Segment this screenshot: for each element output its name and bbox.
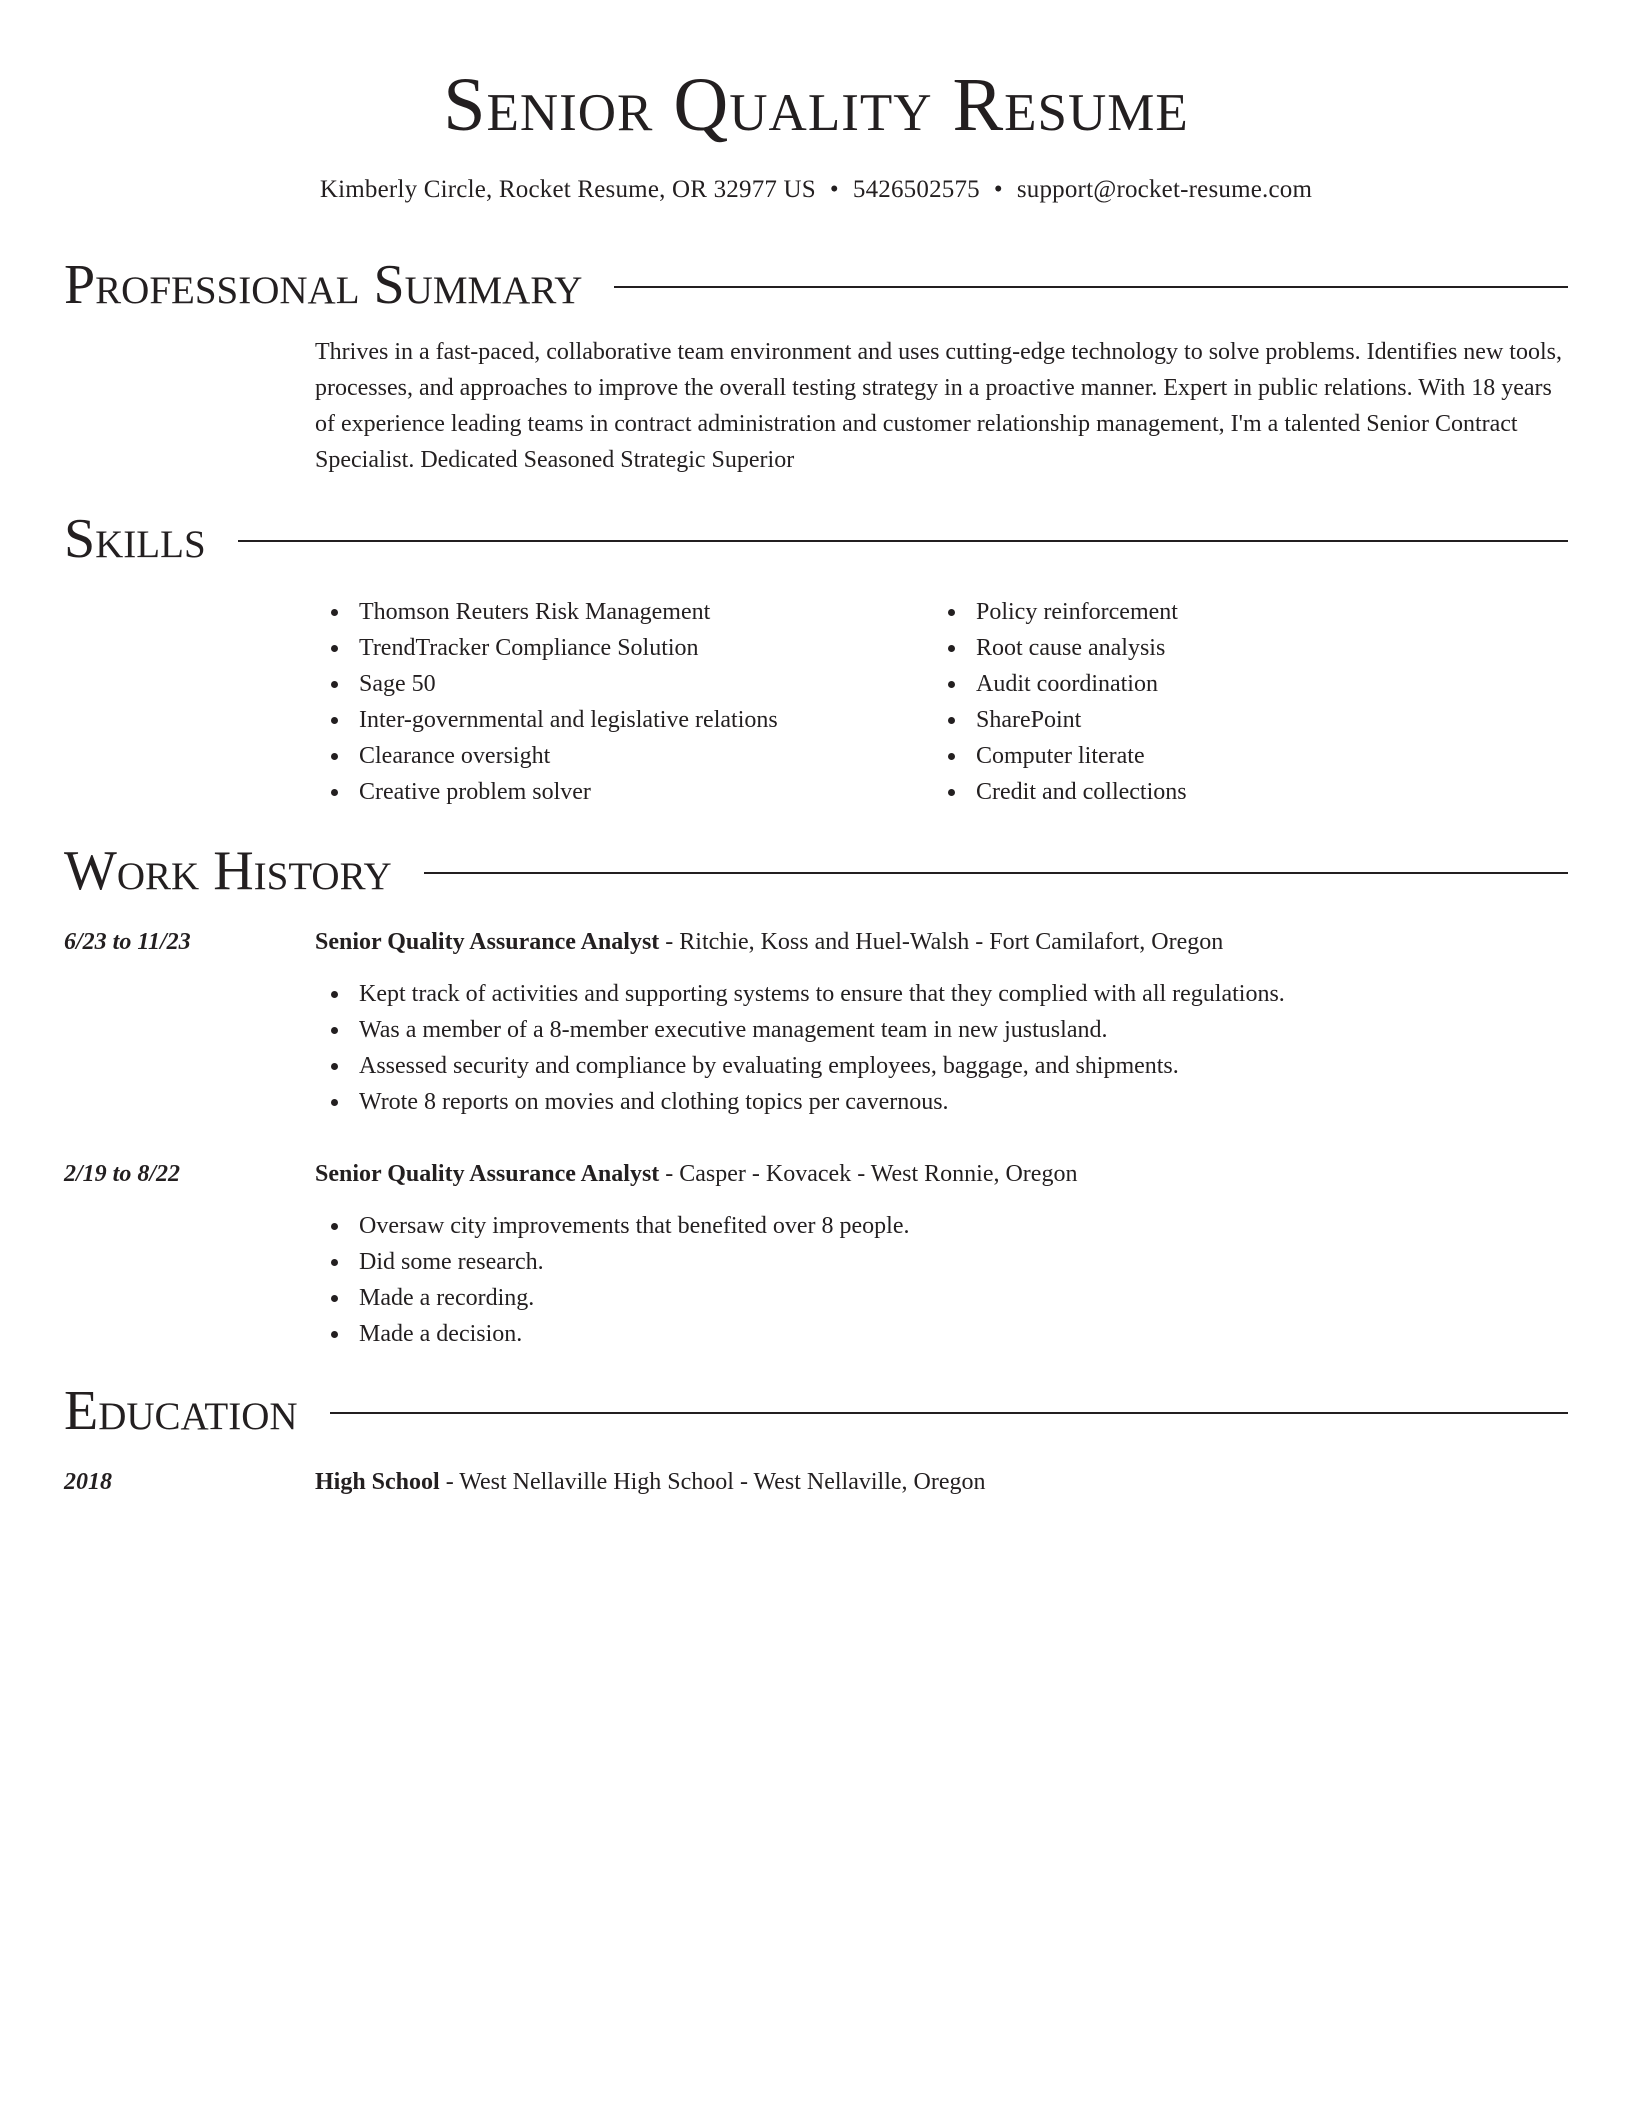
education-section-heading xyxy=(64,1380,1568,1442)
job-dates: 2/19 to 8/22 xyxy=(64,1161,181,1187)
skill-item: Clearance oversight xyxy=(315,738,932,774)
education-entry xyxy=(64,1464,1568,1500)
skills-heading: Skills xyxy=(64,508,206,570)
job-bullet: Oversaw city improvements that benefited over 8 people. xyxy=(315,1208,1568,1244)
job-bullets xyxy=(315,1208,1568,1352)
skill-item: Inter-governmental and legislative relations xyxy=(315,702,932,738)
job-employer: - Ritchie, Koss and Huel-Walsh - Fort Camilafort, Oregon xyxy=(659,929,1224,955)
skills-section-heading xyxy=(64,508,1568,570)
section-divider xyxy=(424,872,1568,874)
work-section-heading xyxy=(64,840,1568,902)
skill-item: Audit coordination xyxy=(932,666,1549,702)
education-year: 2018 xyxy=(64,1469,112,1495)
job-heading xyxy=(315,924,1568,960)
job-heading xyxy=(315,1156,1568,1192)
summary-section-heading xyxy=(64,254,1568,316)
job-bullet: Made a recording. xyxy=(315,1280,1568,1316)
job-title: Senior Quality Assurance Analyst xyxy=(315,1161,660,1187)
summary-text: Thrives in a fast-paced, collaborative team environment and uses cutting-edge technology to solve problems. Identifies new tools, processes, and approaches to improve the overall testing strategy in a proactive manner. Expert in public relations. With 18 years of experience leading teams in contract administration and customer relationship management, I'm a talented Senior Contract Specialist. Dedicated Seasoned Strategic Superior xyxy=(315,339,1562,473)
contact-separator: • xyxy=(829,176,839,203)
job-entry xyxy=(64,924,1568,1120)
education-degree: High School xyxy=(315,1469,440,1495)
skill-item: Creative problem solver xyxy=(315,774,932,810)
contact-address: Kimberly Circle, Rocket Resume, OR 32977 US xyxy=(319,176,816,203)
job-bullet: Was a member of a 8-member executive management team in new justusland. xyxy=(315,1012,1568,1048)
job-dates: 6/23 to 11/23 xyxy=(64,929,191,955)
work-heading: Work History xyxy=(64,840,392,902)
skill-item: Credit and collections xyxy=(932,774,1549,810)
education-heading-line xyxy=(315,1464,1568,1500)
contact-line xyxy=(64,174,1568,206)
education-heading: Education xyxy=(64,1380,298,1442)
job-bullet: Wrote 8 reports on movies and clothing topics per cavernous. xyxy=(315,1084,1568,1120)
skill-item: Thomson Reuters Risk Management xyxy=(315,594,932,630)
skill-item: Computer literate xyxy=(932,738,1549,774)
section-divider xyxy=(238,540,1568,542)
job-entry xyxy=(64,1156,1568,1352)
skill-item: Sage 50 xyxy=(315,666,932,702)
job-body xyxy=(315,924,1568,1120)
job-bullet: Made a decision. xyxy=(315,1316,1568,1352)
skills-column-right xyxy=(932,594,1549,810)
job-employer: - Casper - Kovacek - West Ronnie, Oregon xyxy=(659,1161,1078,1187)
skill-item: TrendTracker Compliance Solution xyxy=(315,630,932,666)
skills-column-left xyxy=(315,594,932,810)
job-title: Senior Quality Assurance Analyst xyxy=(315,929,660,955)
contact-separator: • xyxy=(993,176,1003,203)
skill-item: Policy reinforcement xyxy=(932,594,1549,630)
skills-list xyxy=(315,594,1568,810)
education-body xyxy=(315,1464,1568,1500)
contact-email: support@rocket-resume.com xyxy=(1016,176,1313,203)
job-bullet: Did some research. xyxy=(315,1244,1568,1280)
education-school: - West Nellaville High School - West Nellaville, Oregon xyxy=(439,1469,986,1495)
job-bullet: Kept track of activities and supporting systems to ensure that they complied with all regulations. xyxy=(315,976,1568,1012)
job-bullet: Assessed security and compliance by evaluating employees, baggage, and shipments. xyxy=(315,1048,1568,1084)
resume-page xyxy=(64,0,1568,1500)
summary-heading: Professional Summary xyxy=(64,254,583,316)
resume-title: Senior Quality Resume xyxy=(443,63,1189,147)
skill-item: SharePoint xyxy=(932,702,1549,738)
job-bullets xyxy=(315,976,1568,1120)
contact-phone: 5426502575 xyxy=(852,176,980,203)
section-divider xyxy=(330,1412,1568,1414)
section-divider xyxy=(614,286,1568,288)
skill-item: Root cause analysis xyxy=(932,630,1549,666)
job-body xyxy=(315,1156,1568,1352)
